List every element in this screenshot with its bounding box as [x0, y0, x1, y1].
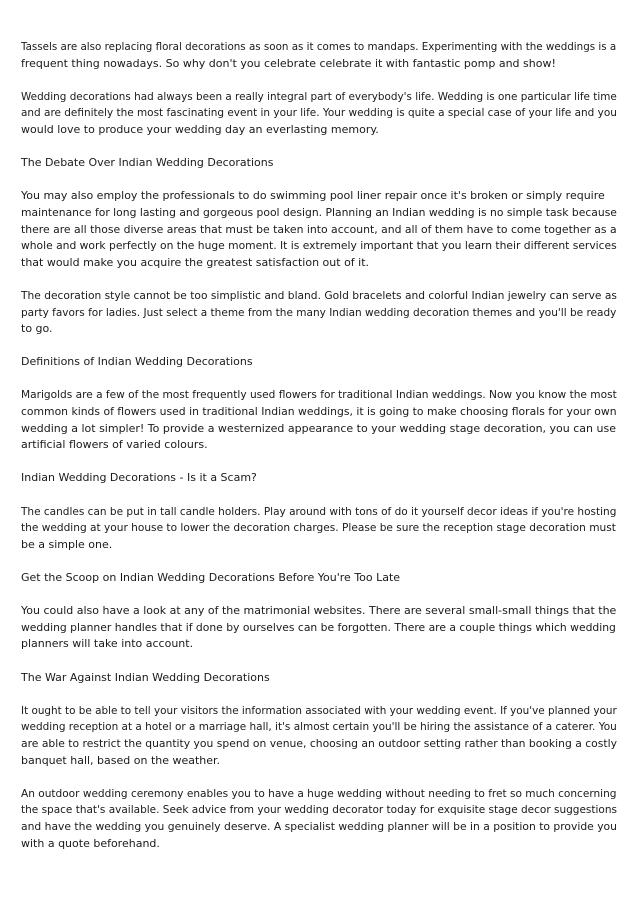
- paragraph: [21, 603, 617, 653]
- text-line: The decoration style cannot be too simplistic and bland. Gold bracelets and colorful Indian jewelry can serve as: [21, 288, 617, 302]
- text-line: would love to produce your wedding day an everlasting memory.: [21, 122, 379, 136]
- text-line: maintenance for long lasting and gorgeous pool design. Planning an Indian wedding is no simple task because: [21, 205, 617, 219]
- paragraph: [21, 288, 617, 338]
- text-line: Get the Scoop on Indian Wedding Decorations Before You're Too Late: [21, 571, 401, 584]
- section-heading: [21, 470, 617, 487]
- text-line: banquet hall, based on the weather.: [21, 753, 221, 767]
- text-line: common kinds of flowers used in traditional Indian weddings, it is going to make choosing florals for your own: [21, 405, 617, 419]
- text-line: wedding planner handles that if done by ourselves can be forgotten. There are a couple things which wedding: [21, 620, 616, 634]
- text-line: The War Against Indian Wedding Decorations: [21, 670, 270, 684]
- paragraph: [21, 703, 617, 769]
- text-line: the wedding at your house to lower the decoration charges. Please be sure the reception stage decoration must: [21, 522, 616, 535]
- text-line: The candles can be put in tall candle holders. Play around with tons of do it yourself decor ideas if you're hosting: [21, 505, 617, 518]
- text-line: planners will take into account.: [21, 637, 194, 651]
- section-heading: [21, 354, 617, 371]
- text-line: the space that's available. Seek advice from your wedding decorator today for exquisite stage decor suggestions: [21, 804, 617, 817]
- text-line: frequent thing nowadays. So why don't you celebrate celebrate it with fantastic pomp and show!: [21, 56, 556, 70]
- text-line: with a quote beforehand.: [21, 836, 160, 850]
- section-heading: [21, 570, 617, 587]
- text-line: You may also employ the professionals to do swimming pool liner repair once it's broken or simply require: [21, 189, 605, 203]
- paragraph: [21, 387, 617, 453]
- text-line: The Debate Over Indian Wedding Decorations: [21, 156, 274, 170]
- text-line: Wedding decorations had always been a really integral part of everybody's life. Wedding is one particular life time: [21, 90, 617, 103]
- paragraph: [21, 188, 617, 271]
- text-line: and have the wedding you genuinely deserve. A specialist wedding planner will be in a position to provide you: [21, 819, 617, 833]
- text-line: It ought to be able to tell your visitors the information associated with your wedding event. If you've planned your: [21, 704, 617, 717]
- paragraph: [21, 504, 617, 554]
- text-line: Tassels are also replacing floral decorations as soon as it comes to mandaps. Experimenting with the weddings is a: [21, 41, 617, 53]
- text-line: An outdoor wedding ceremony enables you to have a huge wedding without needing to fret so much concerning: [21, 787, 617, 800]
- text-line: and are definitely the most fascinating event in your life. Your wedding is quite a special case of your life and you: [21, 107, 617, 120]
- text-line: wedding a lot simpler! To provide a westernized appearance to your wedding stage decoration, you can use: [21, 421, 616, 435]
- text-line: whole and work perfectly on the huge moment. It is extremely important that you learn their different services: [21, 239, 617, 253]
- text-line: that would make you acquire the greatest satisfaction out of it.: [21, 255, 370, 269]
- text-line: party favors for ladies. Just select a theme from the many Indian wedding decoration themes and you'll be ready: [21, 306, 617, 319]
- text-line: Marigolds are a few of the most frequently used flowers for traditional Indian weddings. Now you know the most: [21, 389, 617, 402]
- section-heading: [21, 155, 617, 172]
- paragraph: [21, 89, 617, 139]
- text-line: wedding reception at a hotel or a marriage hall, it's almost certain you'll be hiring the assistance of a caterer. You: [21, 721, 617, 734]
- text-line: Definitions of Indian Wedding Decorations: [21, 355, 253, 369]
- document-page: [21, 39, 617, 869]
- text-line: there are all those diverse areas that must be taken into account, and all of them have to come together as a: [21, 222, 617, 236]
- text-line: Indian Wedding Decorations - Is it a Scam?: [21, 471, 257, 485]
- section-heading: [21, 670, 617, 687]
- text-line: You could also have a look at any of the matrimonial websites. There are several small-small things that the: [21, 604, 617, 618]
- paragraph: [21, 39, 617, 72]
- text-line: to go.: [21, 322, 53, 336]
- text-line: be a simple one.: [21, 537, 113, 551]
- paragraph: [21, 786, 617, 852]
- text-line: artificial flowers of varied colours.: [21, 438, 208, 452]
- text-line: are able to restrict the quantity you spend on venue, choosing an outdoor setting rather than booking a costly: [21, 736, 617, 750]
